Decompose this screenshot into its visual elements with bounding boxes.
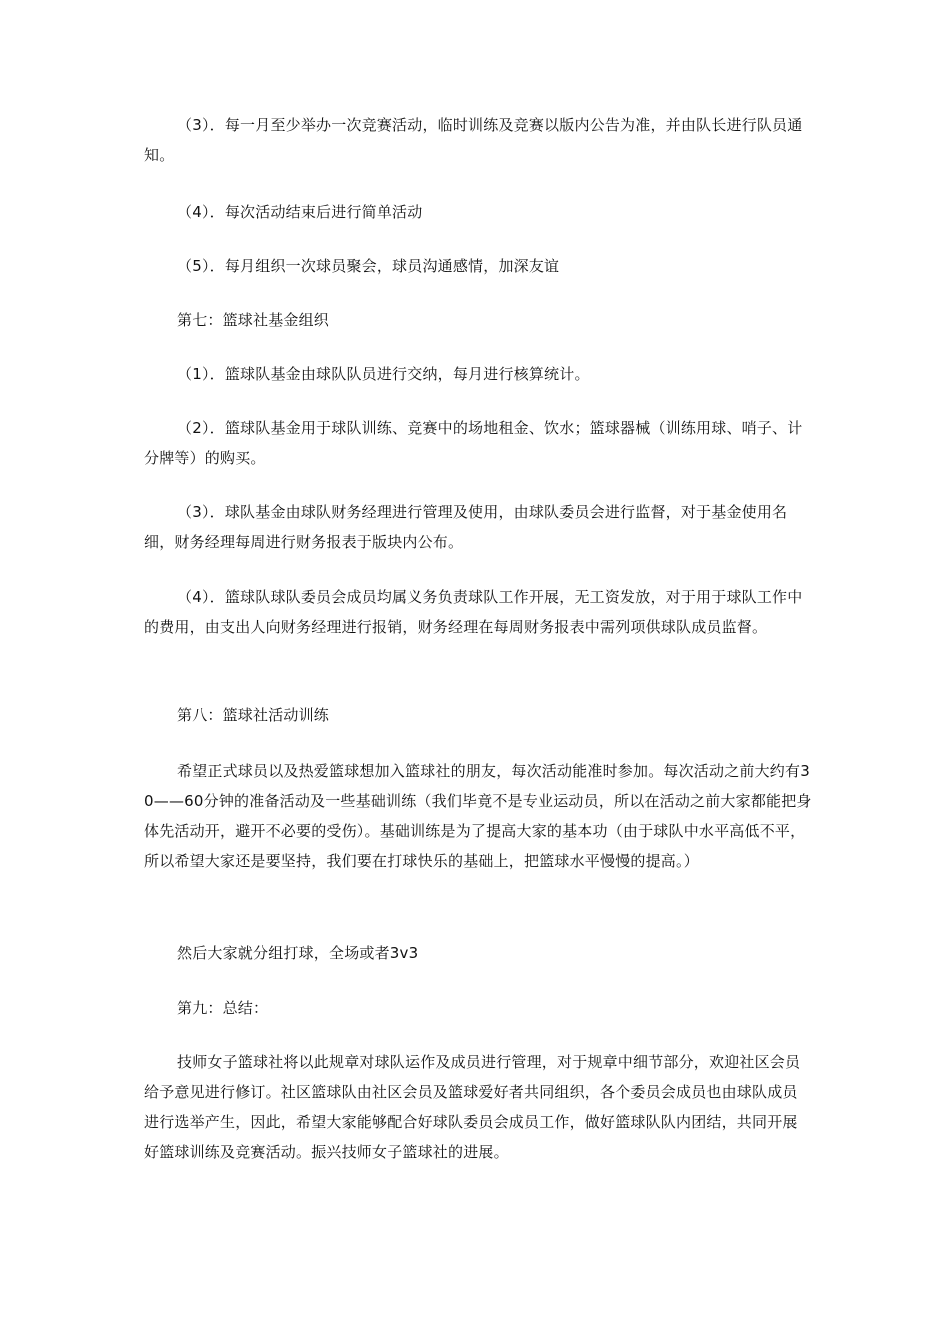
paragraph-training: 希望正式球员以及热爱篮球想加入篮球社的朋友，每次活动能准时参加。每次活动之前大约有30——60分钟的准备活动及一些基础训练（我们毕竟不是专业运动员，所以在活动之前大家都能把身体先活动开，避开不必要的受伤）。基础训练是为了提高大家的基本功（由于球队中水平高低不平，所以希望大家还是要坚持，我们要在打球快乐的基础上，把篮球水平慢慢的提高。）	[144, 762, 812, 870]
section-heading-seven: 第七：篮球社基金组织	[177, 311, 330, 329]
paragraph-fund-1: （1）．篮球队基金由球队队员进行交纳，每月进行核算统计。	[177, 365, 590, 383]
paragraph-fund-2: （2）．篮球队基金用于球队训练、竞赛中的场地租金、饮水；篮球器械（训练用球、哨子、计分牌等）的购买。	[144, 419, 803, 467]
paragraph-rule-3-competition: （3）．每一月至少举办一次竞赛活动，临时训练及竞赛以版内公告为准，并由队长进行队员通知。	[144, 116, 803, 164]
paragraph-rule-5-gathering: （5）．每月组织一次球员聚会，球员沟通感情，加深友谊	[177, 257, 560, 275]
paragraph-fund-3: （3）．球队基金由球队财务经理进行管理及使用，由球队委员会进行监督，对于基金使用名细，财务经理每周进行财务报表于版块内公布。	[144, 503, 788, 551]
paragraph-rule-4-activity: （4）．每次活动结束后进行简单活动	[177, 203, 423, 221]
section-heading-nine: 第九：总结：	[177, 999, 269, 1017]
paragraph-play: 然后大家就分组打球，全场或者3v3	[177, 944, 419, 962]
section-heading-eight: 第八：篮球社活动训练	[177, 706, 330, 724]
paragraph-fund-4: （4）．篮球队球队委员会成员均属义务负责球队工作开展，无工资发放，对于用于球队工作中的费用，由支出人向财务经理进行报销，财务经理在每周财务报表中需列项供球队成员监督。	[144, 588, 803, 636]
paragraph-summary: 技师女子篮球社将以此规章对球队运作及成员进行管理，对于规章中细节部分，欢迎社区会员给予意见进行修订。社区篮球队由社区会员及篮球爱好者共同组织，各个委员会成员也由球队成员进行选举产生，因此，希望大家能够配合好球队委员会成员工作，做好篮球队队内团结，共同开展好篮球训练及竞赛活动。振兴技师女子篮球社的进展。	[144, 1053, 801, 1161]
